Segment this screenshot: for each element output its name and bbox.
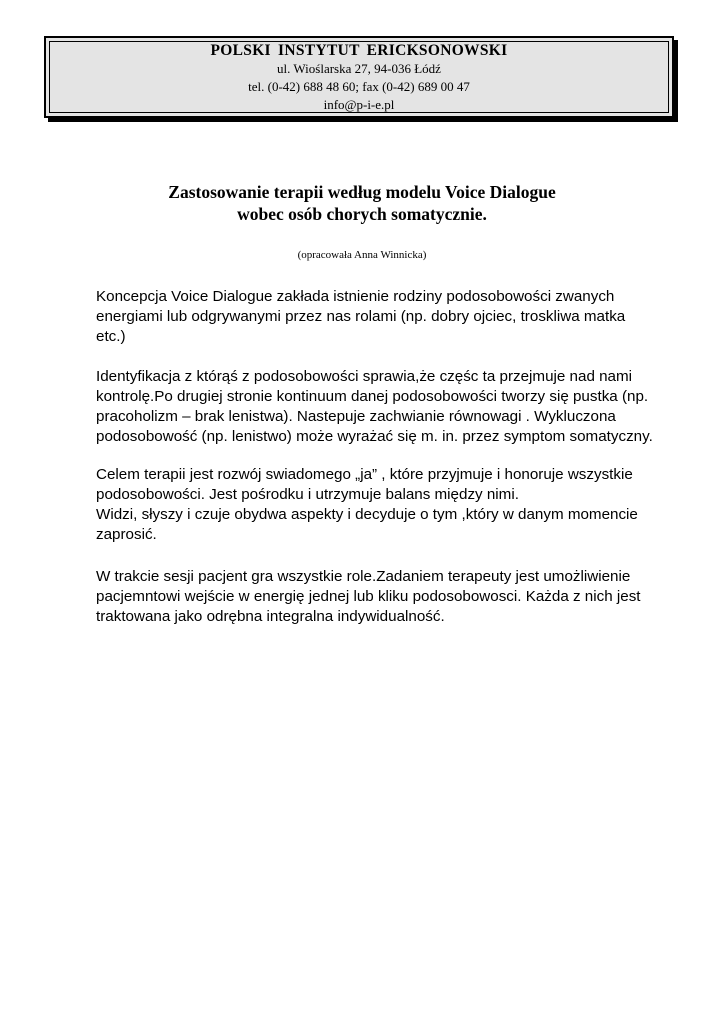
paragraph-line: Koncepcja Voice Dialogue zakłada istnienie rodziny podosobowości zwanych	[96, 288, 615, 305]
document-title-line-2: wobec osób chorych somatycznie.	[237, 204, 487, 224]
paragraph-line: traktowana jako odrębna integralna indywidualność.	[96, 608, 445, 625]
paragraph-line: Identyfikacja z którąś z podosobowości sprawia,że częśc ta przejmuje nad nami	[96, 368, 633, 385]
author-credit: (opracowała Anna Winnicka)	[297, 249, 427, 261]
paragraph-line: W trakcie sesji pacjent gra wszystkie role.Zadaniem terapeuty jest umożliwienie	[96, 568, 631, 585]
paragraph-3	[96, 465, 696, 545]
paragraph-line: pracoholizm – brak lenistwa). Nastepuje zachwianie równowagi . Wykluczona	[96, 408, 616, 425]
paragraph-line: kontrolę.Po drugiej stronie kontinuum danej podosobowości tworzy się pustka (np.	[96, 388, 649, 405]
document-title-line-1: Zastosowanie terapii według modelu Voice Dialogue	[168, 182, 556, 202]
paragraph-line: energiami lub odgrywanymi przez nas rolami (np. dobry ojciec, troskliwa matka	[96, 308, 626, 325]
paragraph-line: podosobowości. Jest pośrodku i utrzymuje balans między nimi.	[96, 486, 519, 503]
institute-name: POLSKI INSTYTUT ERICKSONOWSKI	[210, 42, 508, 59]
paragraph-1	[96, 287, 696, 347]
paragraph-line: Celem terapii jest rozwój swiadomego „ja” , które przyjmuje i honoruje wszystkie	[96, 466, 633, 483]
paragraph-line: Widzi, słyszy i czuje obydwa aspekty i decyduje o tym ,który w danym momencie	[96, 506, 638, 523]
paragraph-4	[96, 567, 696, 627]
paragraph-line: zaprosić.	[96, 526, 157, 543]
paragraph-line: podosobowość (np. lenistwo) może wyrażać się m. in. przez symptom somatyczny.	[96, 428, 653, 445]
paragraph-line: pacjemntowi wejście w energię jednej lub kliku podosobowosci. Każda z nich jest	[96, 588, 641, 605]
institute-email: info@p-i-e.pl	[323, 97, 395, 112]
institute-phone: tel. (0-42) 688 48 60; fax (0-42) 689 00 47	[248, 79, 470, 94]
paragraph-2	[96, 367, 696, 447]
institute-header-box	[44, 36, 674, 118]
institute-address: ul. Wioślarska 27, 94-036 Łódź	[277, 61, 441, 76]
paragraph-line: etc.)	[96, 328, 126, 345]
